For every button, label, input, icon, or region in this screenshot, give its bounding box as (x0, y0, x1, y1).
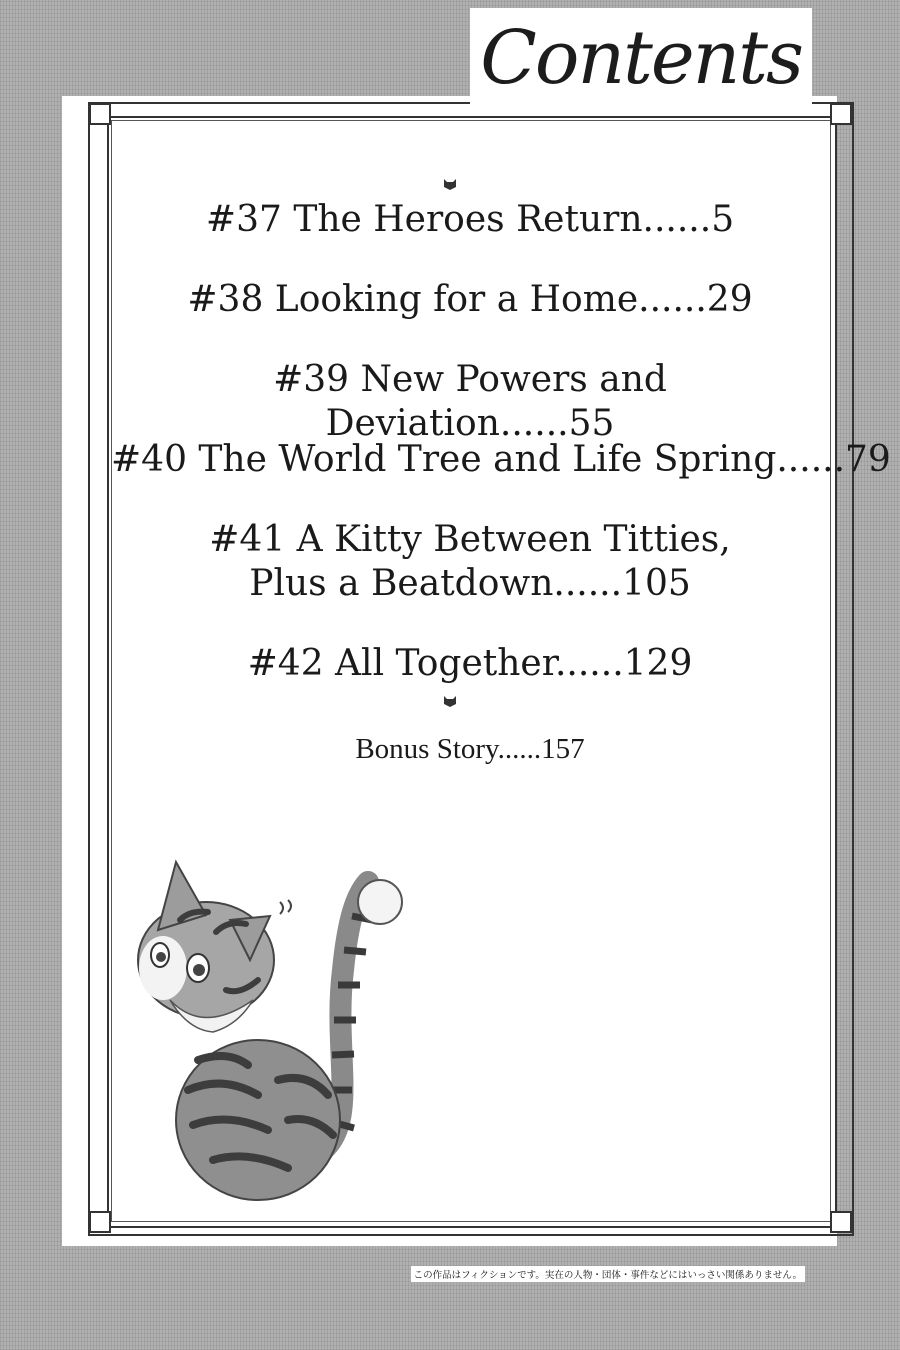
frame-corner (830, 103, 852, 125)
bonus-story-entry: Bonus Story......157 (355, 733, 585, 765)
cat-illustration (118, 850, 428, 1210)
list-item: #40 The World Tree and Life Spring......79 (111, 439, 891, 480)
frame-corner (89, 103, 111, 125)
list-item: #42 All Together......129 (247, 643, 693, 684)
list-item: #38 Looking for a Home......29 (187, 279, 753, 320)
list-item: #37 The Heroes Return......5 (205, 199, 735, 240)
list-item: #39 New Powers and Deviation......55 (273, 359, 667, 444)
contents-list (111, 198, 891, 686)
cat-head-ornament-icon (443, 694, 457, 708)
frame-corner (89, 1211, 111, 1233)
list-item: #41 A Kitty Between Titties, Plus a Beatdown......105 (209, 519, 731, 604)
frame-corner (830, 1211, 852, 1233)
cat-head-ornament-icon (443, 177, 457, 191)
fiction-disclaimer: この作品はフィクションです。実在の人物・団体・事件などにはいっさい関係ありません。 (411, 1266, 805, 1282)
page-title: Contents (470, 8, 812, 108)
